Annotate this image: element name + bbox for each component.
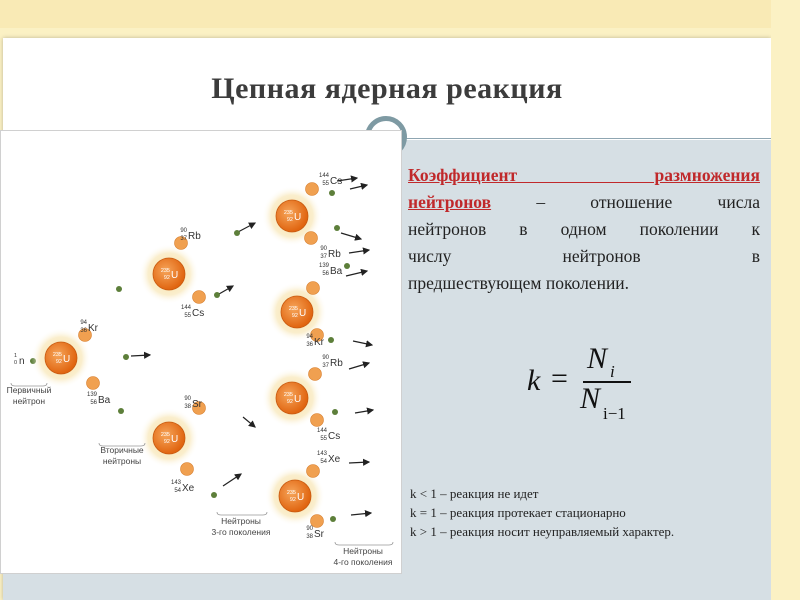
uranium-symbol: U <box>294 212 302 223</box>
definition-text-2: – отношение числа <box>491 192 760 212</box>
kr-1-mass: 94 <box>80 320 87 326</box>
cs-3-mass: 144 <box>318 173 329 179</box>
brace-third <box>217 512 267 515</box>
uranium-symbol: U <box>63 354 71 365</box>
formula-numerator: N <box>587 342 608 375</box>
neutron-arrow <box>223 474 241 486</box>
neutron-arrow <box>349 250 369 253</box>
neutron <box>334 225 340 231</box>
xe-2-fragment <box>181 463 194 476</box>
cs-2-mass: 144 <box>180 305 191 311</box>
ba-1-symbol: Ba <box>98 395 111 406</box>
condition-greater: k > 1 – реакция носит неуправляемый характер. <box>410 524 675 539</box>
uranium-mass: 235 <box>160 268 170 274</box>
label-primary-1: Первичный <box>6 385 52 395</box>
neutron <box>214 292 220 298</box>
uranium-nucleus <box>276 200 308 232</box>
definition-line-4: числу нейтронов в <box>408 246 760 266</box>
sr-4-charge: 38 <box>306 534 313 540</box>
uranium-charge: 92 <box>289 497 296 503</box>
definition-line-1 <box>408 162 760 189</box>
rb-4-symbol: Rb <box>330 358 343 369</box>
cs-3-charge: 55 <box>322 181 329 187</box>
uranium-nucleus <box>153 258 185 290</box>
uranium-nucleus <box>45 342 77 374</box>
uranium-mass: 235 <box>52 352 62 358</box>
rb-4-charge: 37 <box>322 363 329 369</box>
label-primary-2: нейтрон <box>12 396 46 406</box>
label-secondary-1: Вторичные <box>100 445 144 455</box>
sr-2-symbol: Sr <box>192 399 202 410</box>
right-edge <box>771 0 800 600</box>
formula-denominator: N <box>580 382 601 415</box>
slide-title: Цепная ядерная реакция <box>211 72 563 105</box>
neutron <box>332 409 338 415</box>
uranium-mass: 235 <box>160 432 170 438</box>
sr-2-charge: 38 <box>184 404 191 410</box>
ba-3-charge: 56 <box>322 271 329 277</box>
condition-equal: k = 1 – реакция протекает стационарно <box>410 505 626 520</box>
uranium-charge: 92 <box>163 439 170 445</box>
rb-4-fragment <box>309 368 322 381</box>
neutron-arrow <box>238 223 255 232</box>
rb-2-symbol: Rb <box>188 231 201 242</box>
neutron-arrow <box>346 271 367 276</box>
formula-equals: = <box>551 362 568 395</box>
sr-2-mass: 90 <box>184 396 191 402</box>
brace-fourth <box>335 542 393 545</box>
xe-4-mass: 143 <box>316 451 327 457</box>
rb-3-charge: 37 <box>320 254 327 260</box>
label-fourth-1: Нейтроны <box>343 546 383 556</box>
neutron <box>329 190 335 196</box>
uranium-charge: 92 <box>291 313 298 319</box>
neutron-arrow <box>131 355 150 356</box>
xe-4-fragment <box>307 465 320 478</box>
uranium-charge: 92 <box>55 359 62 365</box>
neutron <box>328 337 334 343</box>
uranium-nucleus <box>276 382 308 414</box>
rb-2-mass: 90 <box>180 228 187 234</box>
top-band <box>0 0 800 28</box>
uranium-charge: 92 <box>163 275 170 281</box>
multiplication-formula <box>527 344 657 424</box>
kr-1-charge: 36 <box>80 328 87 334</box>
definition-block <box>408 162 760 297</box>
label-fourth-2: 4-го поколения <box>333 557 393 567</box>
label-third-1: Нейтроны <box>221 516 261 526</box>
formula-numerator-sub: i <box>610 362 615 381</box>
ba-3-fragment <box>307 282 320 295</box>
kr-3-mass: 94 <box>306 334 313 340</box>
uranium-charge: 92 <box>286 217 293 223</box>
neutron-arrow <box>349 363 369 369</box>
xe-2-symbol: Xe <box>182 483 195 494</box>
uranium-symbol: U <box>171 434 179 445</box>
neutron-arrow <box>219 286 233 294</box>
ba-1-fragment <box>87 377 100 390</box>
neutron-mass: 1 <box>14 353 18 359</box>
uranium-mass: 235 <box>286 490 296 496</box>
cs-4-symbol: Cs <box>328 431 341 442</box>
sr-4-symbol: Sr <box>314 529 324 540</box>
neutron-charge: 0 <box>14 360 18 366</box>
ba-3-symbol: Ba <box>330 266 343 277</box>
formula-denominator-sub: i−1 <box>603 404 626 423</box>
uranium-symbol: U <box>171 270 179 281</box>
neutron-arrow <box>350 185 367 189</box>
cs-4-charge: 55 <box>320 436 327 442</box>
cs-3-fragment <box>306 183 319 196</box>
neutron-arrow <box>243 417 255 427</box>
ba-1-charge: 56 <box>90 400 97 406</box>
rb-3-symbol: Rb <box>328 249 341 260</box>
uranium-nucleus <box>153 422 185 454</box>
label-secondary-2: нейтроны <box>102 456 142 466</box>
uranium-symbol: U <box>297 492 305 503</box>
neutron-arrow <box>341 233 361 239</box>
uranium-symbol: U <box>299 308 307 319</box>
neutron-arrow <box>353 341 372 345</box>
diagram-layer <box>7 173 393 567</box>
neutron-arrow <box>355 410 373 413</box>
kr-3-symbol: Kr <box>314 337 324 348</box>
uranium-charge: 92 <box>286 399 293 405</box>
chain-reaction-diagram <box>0 130 402 574</box>
definition-line-3: нейтронов в одном поколении к <box>408 219 760 239</box>
neutron <box>344 263 350 269</box>
cs-4-fragment <box>311 414 324 427</box>
xe-2-mass: 143 <box>170 480 181 486</box>
xe-4-symbol: Xe <box>328 454 341 465</box>
neutron <box>211 492 217 498</box>
sr-4-mass: 90 <box>306 526 313 532</box>
uranium-nucleus <box>281 296 313 328</box>
neutron <box>234 230 240 236</box>
definition-line-5: предшествующем поколении. <box>408 273 630 293</box>
condition-less: k < 1 – реакция не идет <box>410 486 539 501</box>
neutron <box>118 408 124 414</box>
rb-4-mass: 90 <box>322 355 329 361</box>
rb-3-mass: 90 <box>320 246 327 252</box>
label-third-2: 3-го поколения <box>211 527 271 537</box>
uranium-mass: 235 <box>283 392 293 398</box>
conditions-list <box>410 484 674 541</box>
cs-2-symbol: Cs <box>192 308 205 319</box>
uranium-symbol: U <box>294 394 302 405</box>
cs-3-symbol: Cs <box>330 176 343 187</box>
neutron <box>330 516 336 522</box>
uranium-mass: 235 <box>283 210 293 216</box>
xe-2-charge: 54 <box>174 488 181 494</box>
cs-4-mass: 144 <box>316 428 327 434</box>
definition-term-2: нейтронов <box>408 192 492 212</box>
rb-3-fragment <box>305 232 318 245</box>
neutron-symbol: n <box>19 356 25 367</box>
neutron-arrow <box>349 462 369 463</box>
neutron <box>123 354 129 360</box>
ba-1-mass: 139 <box>86 392 97 398</box>
ba-3-mass: 139 <box>318 263 329 269</box>
definition-line-2 <box>408 189 760 216</box>
uranium-nucleus <box>279 480 311 512</box>
cs-2-charge: 55 <box>184 313 191 319</box>
cs-2-fragment <box>193 291 206 304</box>
rb-2-charge: 37 <box>180 236 187 242</box>
neutron-arrow <box>351 513 371 515</box>
neutron <box>116 286 122 292</box>
definition-term-1: Коэффициент размножения <box>408 165 760 185</box>
xe-4-charge: 54 <box>320 459 327 465</box>
kr-3-charge: 36 <box>306 342 313 348</box>
uranium-mass: 235 <box>288 306 298 312</box>
formula-k: k <box>527 364 541 397</box>
kr-1-symbol: Kr <box>88 323 98 334</box>
